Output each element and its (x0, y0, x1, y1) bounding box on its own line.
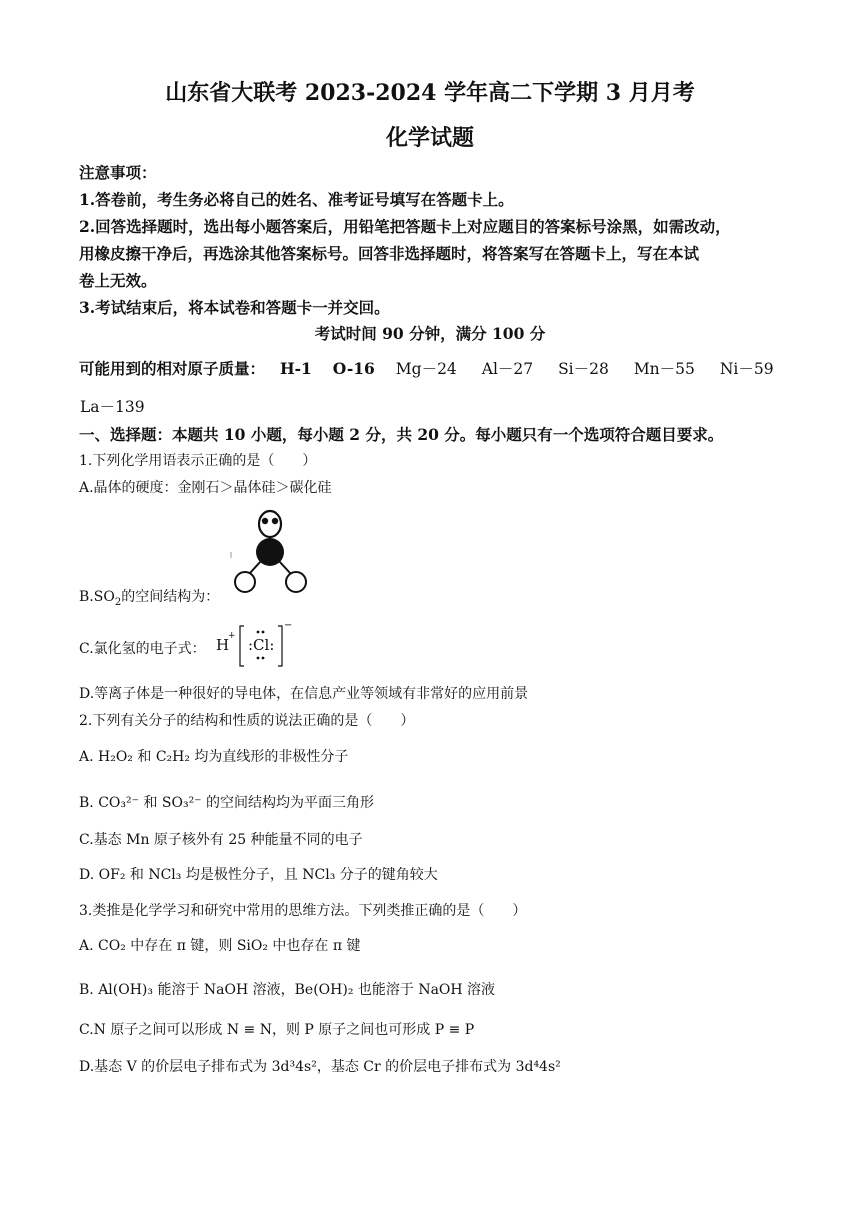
q3-option-b: B. Al(OH)₃ 能溶于 NaOH 溶液，Be(OH)₂ 也能溶于 NaOH 溶液 (79, 982, 496, 998)
hcl-h-symbol: H (216, 636, 230, 654)
q2-option-d: D. OF₂ 和 NCl₃ 均是极性分子，且 NCl₃ 分子的键角较大 (79, 867, 438, 883)
exam-time-score: 考试时间 90 分钟，满分 100 分 (314, 324, 546, 343)
q2-option-c: C.基态 Mn 原子核外有 25 种能量不同的电子 (79, 832, 363, 848)
q2-option-b: B. CO₃²⁻ 和 SO₃²⁻ 的空间结构均为平面三角形 (79, 795, 375, 811)
q1-option-b (79, 586, 219, 608)
q1-option-a: A.晶体的硬度：金刚石＞晶体硅＞碳化硅 (79, 480, 332, 496)
notes-item-2-line-3: 卷上无效。 (79, 271, 157, 290)
q1-option-b-suffix: 的空间结构为： (121, 589, 220, 605)
q1-option-b-prefix: B. (79, 589, 94, 605)
q1-option-d: D.等离子体是一种很好的导电体，在信息产业等领域有非常好的应用前景 (79, 686, 529, 702)
notes-item-2-line-2: 用橡皮擦干净后，再选涂其他答案标号。回答非选择题时，将答案写在答题卡上，写在本试 (79, 244, 700, 263)
notes-heading: 注意事项： (79, 163, 157, 182)
notes-item-1: 1.答卷前，考生务必将自己的姓名、准考证号填写在答题卡上。 (79, 190, 514, 209)
notes-item-3: 3.考试结束后，将本试卷和答题卡一并交回。 (79, 298, 390, 317)
q1-option-b-formula: SO (93, 589, 115, 605)
q3-stem: 3.类推是化学学习和研究中常用的思维方法。下列类推正确的是（ ） (79, 903, 527, 919)
hcl-cl-symbol: :Cl: (248, 636, 275, 654)
atomic-mass-h: H-1 (279, 359, 312, 378)
q3-option-c: C.N 原子之间可以形成 N ≡ N，则 P 原子之间也可形成 P ≡ P (79, 1022, 475, 1038)
hcl-plus-charge: + (228, 631, 236, 641)
q1-stem: 1.下列化学用语表示正确的是（ ） (79, 453, 317, 469)
atomic-mass-ni: Ni－59 (719, 360, 774, 378)
atomic-mass-si: Si－28 (558, 360, 609, 378)
q2-option-a: A. H₂O₂ 和 C₂H₂ 均为直线形的非极性分子 (79, 749, 349, 765)
atomic-mass-al: Al－27 (481, 360, 534, 378)
atomic-mass-mg: Mg－24 (395, 360, 457, 378)
atomic-mass-row (79, 357, 774, 379)
q3-option-a: A. CO₂ 中存在 π 键，则 SiO₂ 中也存在 π 键 (79, 938, 361, 954)
hcl-electron-formula (216, 622, 296, 670)
atomic-mass-la: La－139 (80, 398, 145, 416)
notes-item-2-line-1: 2.回答选择题时，选出每小题答案后，用铅笔把答题卡上对应题目的答案标号涂黑，如需改动， (79, 217, 731, 236)
atomic-mass-o: O-16 (332, 359, 375, 378)
section-1-heading: 一、选择题：本题共 10 小题，每小题 2 分，共 20 分。每小题只有一个选项符合题目要求。 (79, 425, 724, 444)
atomic-mass-label: 可能用到的相对原子质量： (79, 359, 266, 378)
atomic-mass-mn: Mn－55 (633, 360, 695, 378)
exam-subtitle: 化学试题 (385, 125, 474, 151)
q2-stem: 2.下列有关分子的结构和性质的说法正确的是（ ） (79, 713, 415, 729)
q3-option-d: D.基态 V 的价层电子排布式为 3d³4s²，基态 Cr 的价层电子排布式为 3d⁴4s² (79, 1059, 561, 1075)
hcl-minus-charge: − (284, 620, 293, 631)
exam-title: 山东省大联考 2023-2024 学年高二下学期 3 月月考 (165, 80, 695, 106)
q1-option-b-subscript: 2 (114, 596, 122, 608)
q1-option-c-label: C.氯化氢的电子式： (79, 641, 206, 657)
so2-structure-diagram (228, 506, 323, 605)
